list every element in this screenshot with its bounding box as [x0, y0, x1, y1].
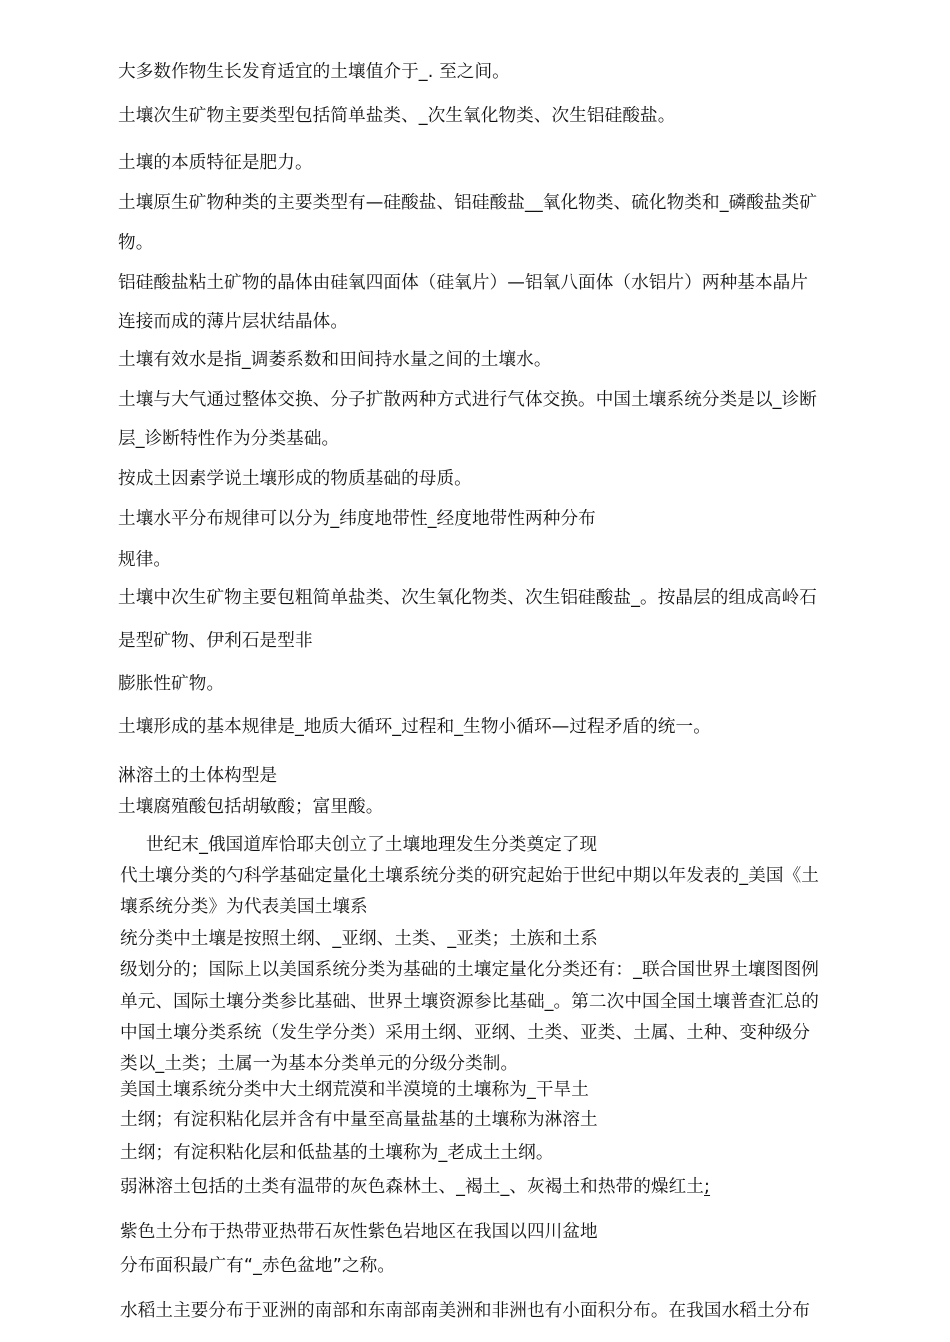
text-line: 世纪末_俄国道库恰耶夫创立了土壤地理发生分类奠定了现 — [146, 835, 598, 855]
text-line: 土壤与大气通过整体交换、分子扩散两种方式进行气体交换。中国土壤系统分类是以_诊断 — [118, 390, 817, 410]
text-line: 紫色土分布于热带亚热带石灰性紫色岩地区在我国以四川盆地 — [120, 1222, 598, 1242]
text-line: 分布面积最广有“_赤色盆地”之称。 — [120, 1256, 396, 1276]
text-line: 连接而成的薄片层状结晶体。 — [118, 312, 349, 332]
text-line: 层_诊断特性作为分类基础。 — [118, 429, 340, 449]
text-line: 土壤原生矿物种类的主要类型有—硅酸盐、铝硅酸盐__氧化物类、硫化物类和_磷酸盐类矿 — [118, 193, 818, 213]
text-line: 水稻土主要分布于亚洲的南部和东南部南美洲和非洲也有小面积分布。在我国水稻土分布 — [120, 1301, 811, 1321]
text-line: 壤系统分类》为代表美国土壤系 — [120, 897, 368, 917]
text-line: 中国土壤分类系统（发生学分类）采用土纲、亚纲、土类、亚类、土属、土种、变种级分 — [120, 1023, 811, 1043]
text-line — [120, 1175, 710, 1199]
text-line: 是型矿物、伊利石是型非 — [118, 631, 313, 651]
trailing-punctuation: ; — [704, 1177, 711, 1197]
text-line: 类以_土类；土属一为基本分类单元的分级分类制。 — [120, 1054, 519, 1074]
text-line: 土壤水平分布规律可以分为_纬度地带性_经度地带性两种分布 — [118, 509, 596, 529]
text-line: 膨胀性矿物。 — [118, 674, 225, 694]
text-line: 代土壤分类的勺科学基础定量化土壤系统分类的研究起始于世纪中期以年发表的_美国《土 — [120, 866, 819, 886]
text-line: 铝硅酸盐粘土矿物的晶体由硅氧四面体（硅氧片）—铝氧八面体（水铝片）两种基本晶片 — [118, 273, 809, 293]
text-line: 规律。 — [118, 550, 172, 570]
text-line: 土纲；有淀积粘化层并含有中量至高量盐基的土壤称为淋溶土 — [120, 1110, 598, 1130]
text-line: 土纲；有淀积粘化层和低盐基的土壤称为_老成土土纲。 — [120, 1143, 554, 1163]
text-line: 土壤中次生矿物主要包粗简单盐类、次生氧化物类、次生铝硅酸盐_。按晶层的组成高岭石 — [118, 588, 817, 608]
text-line: 大多数作物生长发育适宜的土壤值介于_. 至之间。 — [118, 62, 510, 82]
text-line: 级划分的；国际上以美国系统分类为基础的土壤定量化分类还有：_联合国世界土壤图图例 — [120, 960, 819, 980]
text-line: 物。 — [118, 233, 154, 253]
text-line: 按成土因素学说土壤形成的物质基础的母质。 — [118, 469, 472, 489]
text-line: 统分类中土壤是按照土纲、_亚纲、土类、_亚类；土族和土系 — [120, 929, 598, 949]
text-line: 土壤形成的基本规律是_地质大循环_过程和_生物小循环—过程矛盾的统一。 — [118, 717, 711, 737]
text-line: 土壤腐殖酸包括胡敏酸；富里酸。 — [118, 797, 384, 817]
text-line: 土壤次生矿物主要类型包括简单盐类、_次生氧化物类、次生铝硅酸盐。 — [118, 106, 676, 126]
text-line: 单元、国际土壤分类参比基础、世界土壤资源参比基础_。第二次中国全国土壤普查汇总的 — [120, 992, 819, 1012]
text-line: 淋溶土的土体构型是 — [118, 766, 278, 786]
text-line: 土壤的本质特征是肥力。 — [118, 153, 313, 173]
text-line: 美国土壤系统分类中大土纲荒漠和半漠境的土壤称为_干旱土 — [120, 1080, 589, 1100]
text-line: 土壤有效水是指_调萎系数和田间持水量之间的土壤水。 — [118, 350, 552, 370]
text-line-content: 弱淋溶土包括的土类有温带的灰色森林土、_褐土_、灰褐土和热带的燥红土 — [120, 1177, 704, 1197]
